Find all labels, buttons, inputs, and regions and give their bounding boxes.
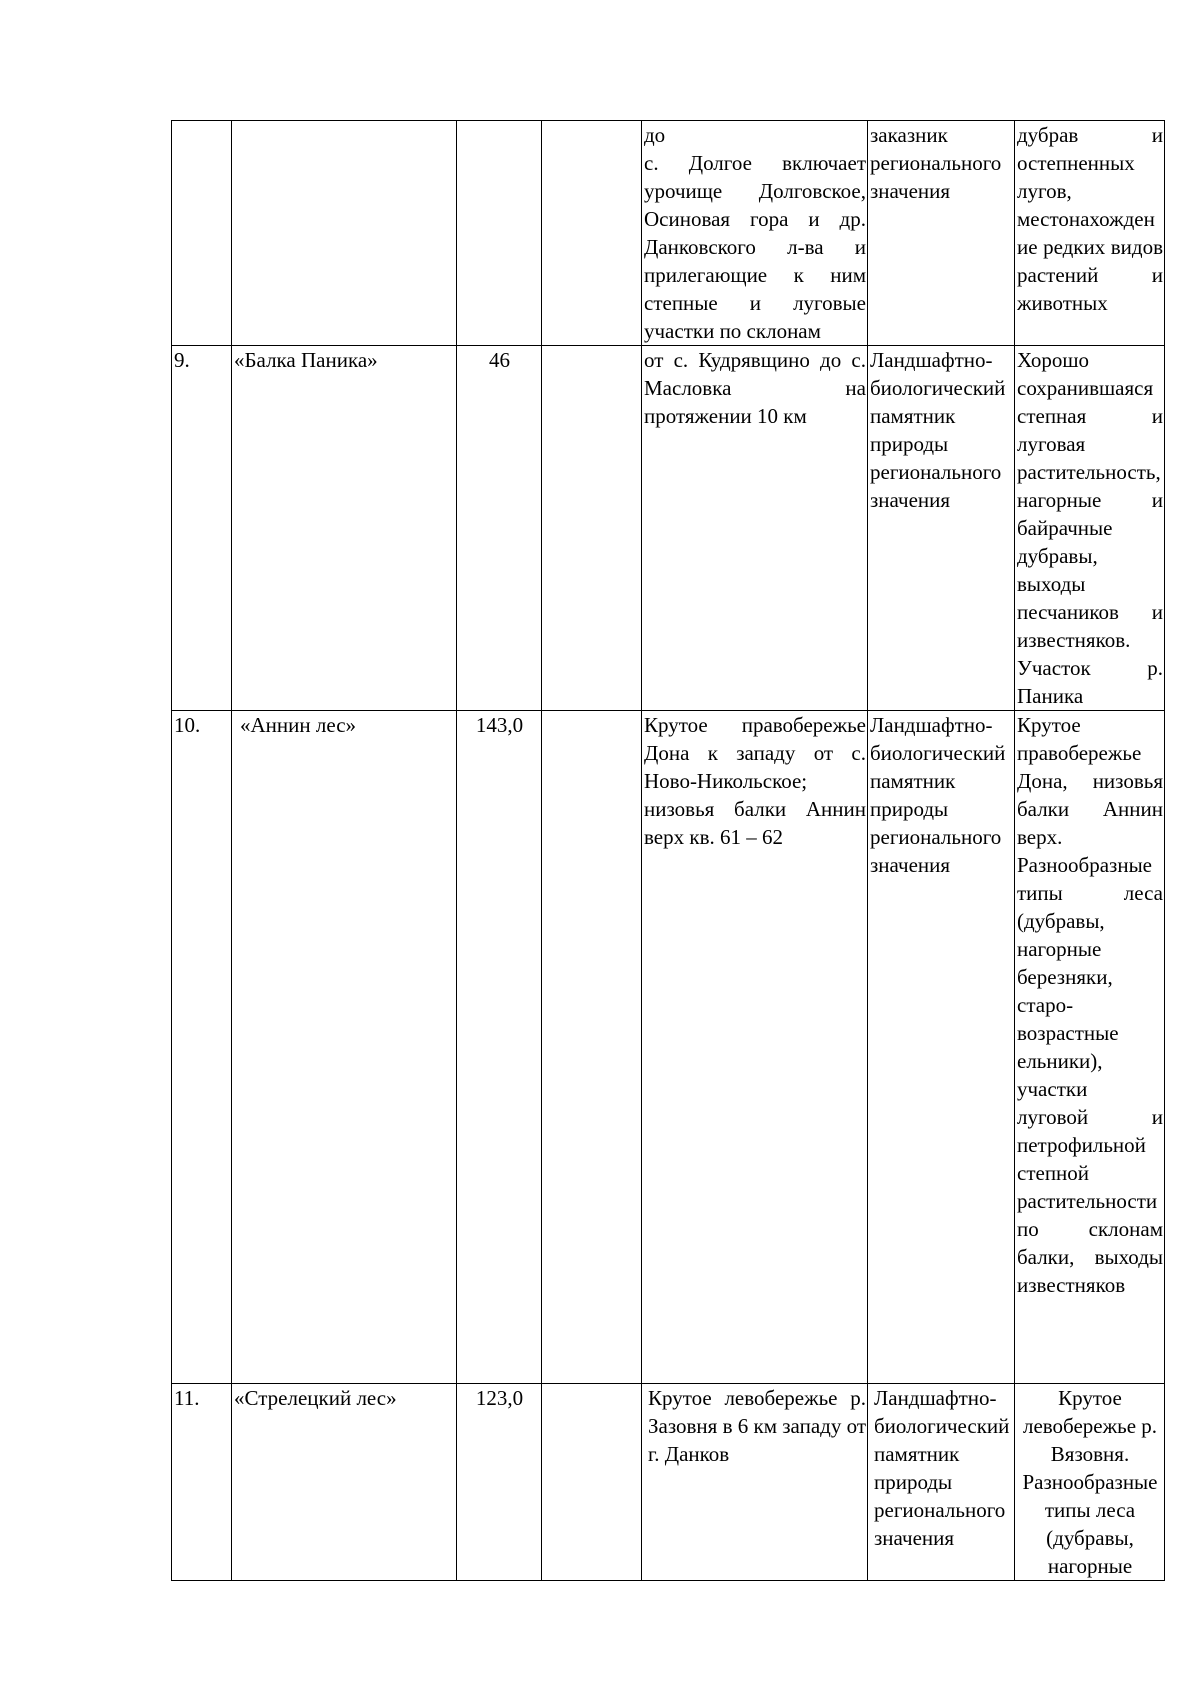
table-row [172,121,1165,346]
table-row [172,711,1165,1384]
row-number-cell: 11. [172,1384,232,1581]
name-cell: «Аннин лес» [232,711,457,1384]
extra-cell [542,121,642,346]
location-cell: Крутое левобережье р. Зазовня в 6 км западу от г. Данков [642,1384,868,1581]
area-cell: 143,0 [457,711,542,1384]
description-cell: Крутое правобережье Дона, низовья балки Аннин верх. Разнообразные типы леса (дубравы, нагорные березняки, старо-возрастные ельники), участки луговой и петрофильной степной растительности по склонам балки, выходы известняков [1015,711,1165,1384]
area-cell [457,121,542,346]
table-row [172,346,1165,711]
name-cell [232,121,457,346]
location-cell: Крутое правобережье Дона к западу от с. Ново-Никольское; низовья балки Аннин верх кв. 61 – 62 [642,711,868,1384]
category-cell: заказник регионального значения [868,121,1015,346]
description-cell: Крутое левобережье р. Вязовня. Разнообразные типы леса (дубравы, нагорные [1015,1384,1165,1581]
extra-cell [542,711,642,1384]
row-number-cell: 9. [172,346,232,711]
category-cell: Ландшафтно-биологический памятник природы регионального значения [868,1384,1015,1581]
category-cell: Ландшафтно-биологический памятник природы регионального значения [868,711,1015,1384]
table-row [172,1384,1165,1581]
category-cell: Ландшафтно-биологический памятник природы регионального значения [868,346,1015,711]
extra-cell [542,346,642,711]
description-cell: дубрав и остепненных лугов, местонахождение редких видов растений и животных [1015,121,1165,346]
area-cell: 123,0 [457,1384,542,1581]
area-cell: 46 [457,346,542,711]
location-cell: от с. Кудрявщино до с. Масловка на протяжении 10 км [642,346,868,711]
description-cell: Хорошо сохранившаяся степная и луговая растительность, нагорные и байрачные дубравы, выходы песчаников и известняков. Участок р. Паника [1015,346,1165,711]
location-cell: до с. Долгое включает урочище Долговское, Осиновая гора и др. Данковского л-ва и прилегающие к ним степные и луговые участки по склонам [642,121,868,346]
row-number-cell [172,121,232,346]
protected-areas-table [171,120,1165,1581]
name-cell: «Стрелецкий лес» [232,1384,457,1581]
name-cell: «Балка Паника» [232,346,457,711]
extra-cell [542,1384,642,1581]
row-number-cell: 10. [172,711,232,1384]
